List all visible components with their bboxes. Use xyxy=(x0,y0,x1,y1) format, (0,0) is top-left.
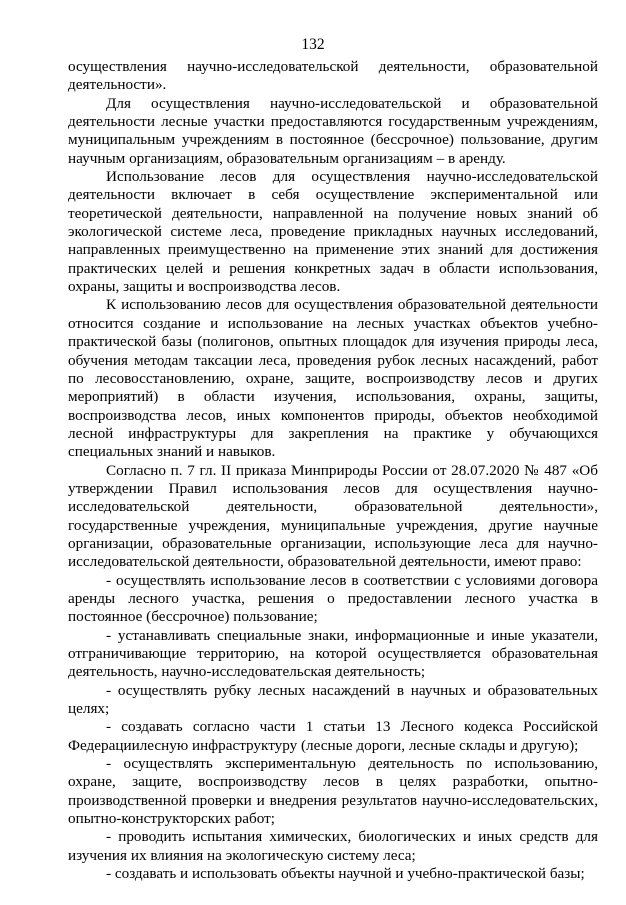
paragraph: Для осуществления научно-исследовательской и образовательной деятельности лесные участки предоставляются государственным учреждениям, муниципальным учреждениям в постоянное (бессрочное) пользование, другим научным организациям, образовательным организациям – в аренду. xyxy=(68,94,598,167)
paragraph: Использование лесов для осуществления научно-исследовательской деятельности включает в себя осуществление экспериментальной или теоретической деятельности, направленной на получение новых знаний об экологической системе леса, проведение прикладных научных исследований, направленных преимущественно на применение этих знаний для достижения практических целей и решения конкретных задач в области использования, охраны, защиты и воспроизводства лесов. xyxy=(68,168,598,296)
list-item: - создавать и использовать объекты научной и учебно-практической базы; xyxy=(106,865,585,883)
paragraph: К использованию лесов для осуществления образовательной деятельности относится создание и использование на лесных участках объектов учебно-практической базы (полигонов, опытных площадок для изучения природы леса, обучения методам таксации леса, проведения рубок лесных насаждений, работ по лесовосстановлению, охране, защите, воспроизводству лесов и других мероприятий) в области изучения, использования, охраны, защиты, воспроизводства лесов, иных компонентов природы, объектов необходимой лесной инфраструктуры для закрепления на практике у обучающихся специальных знаний и навыков. xyxy=(68,296,598,461)
list-item: - устанавливать специальные знаки, информационные и иные указатели, отграничивающие территорию, на которой осуществляется образовательная деятельность, научно-исследовательская деятельность; xyxy=(68,626,598,681)
paragraph: Согласно п. 7 гл. II приказа Минприроды России от 28.07.2020 № 487 «Об утверждении Правил использования лесов для осуществления научно-исследовательской деятельности, образовательной деятельности», государственные учреждения, муниципальные учреждения, другие научные организации, образовательные организации, использующие леса для научно-исследовательской деятельности, образовательной деятельности, имеют право: xyxy=(68,461,598,571)
body-text xyxy=(68,58,598,883)
list-item: - осуществлять экспериментальную деятельность по использованию, охране, защите, воспроизводству лесов в целях разработки, опытно-производственной проверки и внедрения результатов научно-исследовательских, опытно-конструкторских работ; xyxy=(68,755,598,828)
page-number: 132 xyxy=(301,36,325,53)
paragraph: осуществления научно-исследовательской деятельности, образовательной деятельности». xyxy=(68,58,598,94)
list-item: - проводить испытания химических, биологических и иных средств для изучения их влияния на экологическую систему леса; xyxy=(68,828,598,864)
list-item: - осуществлять использование лесов в соответствии с условиями договора аренды лесного участка, решения о предоставлении лесного участка в постоянное (бессрочное) пользование; xyxy=(68,571,598,626)
list-item: - создавать согласно части 1 статьи 13 Лесного кодекса Российской Федерациилесную инфраструктуру (лесные дороги, лесные склады и другую); xyxy=(68,718,598,754)
list-item: - осуществлять рубку лесных насаждений в научных и образовательных целях; xyxy=(68,681,598,718)
